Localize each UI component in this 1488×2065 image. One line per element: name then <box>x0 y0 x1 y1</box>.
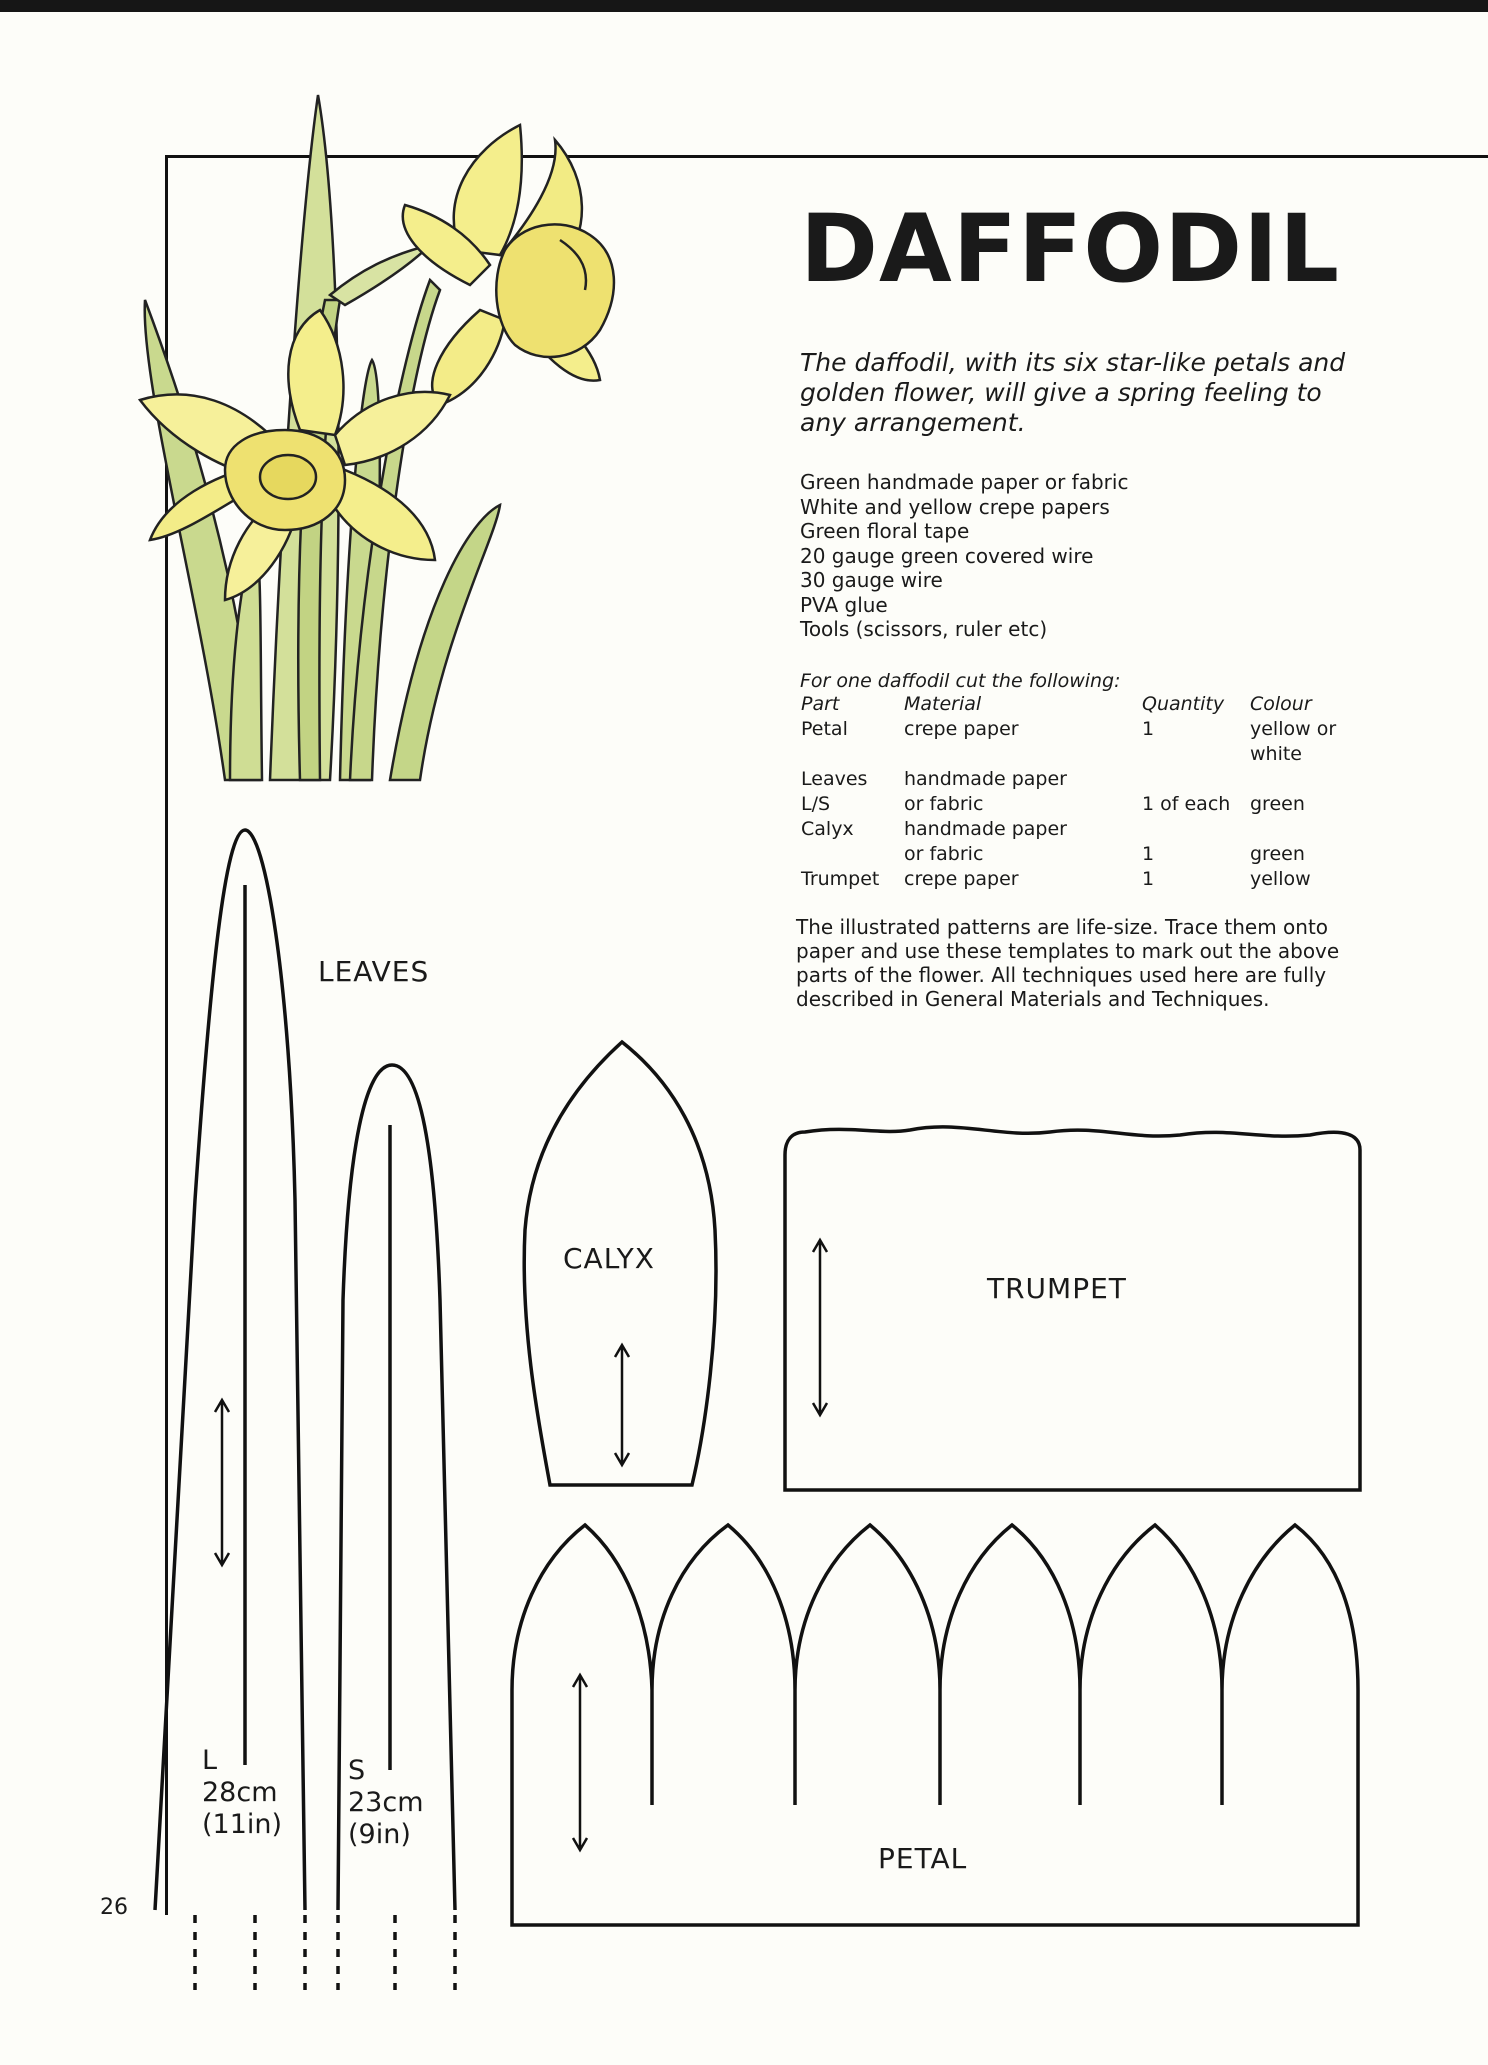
leaves-label: LEAVES <box>318 955 430 988</box>
materials-item: Tools (scissors, ruler etc) <box>800 617 1048 641</box>
table-cell: Petal <box>801 718 848 740</box>
leaf-large-dashes <box>195 1915 305 1990</box>
trumpet-label: TRUMPET <box>987 1272 1127 1305</box>
materials-item: 20 gauge green covered wire <box>800 543 1094 568</box>
table-cell: 1 <box>1142 843 1155 865</box>
leaf-large-dimension <box>202 1745 282 1841</box>
column-header: Material <box>904 693 982 715</box>
table-cell: 1 of each <box>1142 793 1231 815</box>
table-cell: Trumpet <box>801 868 880 890</box>
leaf-large-size-cm: 28cm <box>202 1777 278 1808</box>
table-cell: green <box>1250 843 1305 865</box>
table-cell: or fabric <box>904 843 984 865</box>
table-cell: handmade paper <box>904 768 1067 790</box>
trumpet-outline <box>785 1127 1360 1490</box>
leaf-small-dashes <box>338 1915 455 1990</box>
column-header: Colour <box>1250 693 1312 715</box>
table-cell: crepe paper <box>904 718 1019 740</box>
pattern-note: The illustrated patterns are life-size. Trace them onto paper and use these templates to mark out the above parts of the flower. All techniques used here are fully described in General Materials and Techniques. <box>796 915 1340 1011</box>
table-cell: handmade paper <box>904 818 1067 840</box>
table-cell: Calyx <box>801 818 854 840</box>
petal-label: PETAL <box>878 1842 968 1875</box>
column-header: Part <box>801 693 840 715</box>
cut-list-heading: For one daffodil cut the following: <box>800 670 1121 692</box>
column-header: Quantity <box>1142 693 1225 715</box>
table-cell: crepe paper <box>904 868 1019 890</box>
leaf-small-size-cm: 23cm <box>348 1787 424 1818</box>
calyx-label: CALYX <box>563 1242 655 1275</box>
table-cell: green <box>1250 793 1305 815</box>
materials-item: White and yellow crepe papers <box>800 494 1110 519</box>
table-cell: 1 <box>1142 868 1155 890</box>
leaf-small-code: S <box>348 1755 366 1786</box>
materials-item: Green floral tape <box>800 519 970 543</box>
grain-arrows <box>215 1240 827 1850</box>
table-cell: yellow or <box>1250 718 1337 740</box>
table-cell: or fabric <box>904 793 984 815</box>
page-title: DAFFODIL <box>800 195 1341 304</box>
page-number: 26 <box>100 1895 128 1920</box>
table-cell: 1 <box>1142 718 1155 740</box>
leaf-small-size-in: (9in) <box>348 1819 411 1850</box>
table-cell: yellow <box>1250 868 1311 890</box>
table-cell: L/S <box>801 793 831 815</box>
leaf-small-dimension <box>348 1755 424 1851</box>
leaf-large-size-in: (11in) <box>202 1809 283 1840</box>
table-cell: Leaves <box>801 768 868 790</box>
materials-item: PVA glue <box>800 592 888 617</box>
intro-text: The daffodil, with its six star-like petals and golden flower, will give a spring feeling to any arrangement. <box>800 348 1346 437</box>
materials-item: Green handmade paper or fabric <box>800 470 1129 494</box>
table-cell: white <box>1250 743 1302 765</box>
leaf-large-code: L <box>202 1745 218 1776</box>
petal-slits <box>652 1690 1222 1805</box>
materials-item: 30 gauge wire <box>800 568 943 592</box>
